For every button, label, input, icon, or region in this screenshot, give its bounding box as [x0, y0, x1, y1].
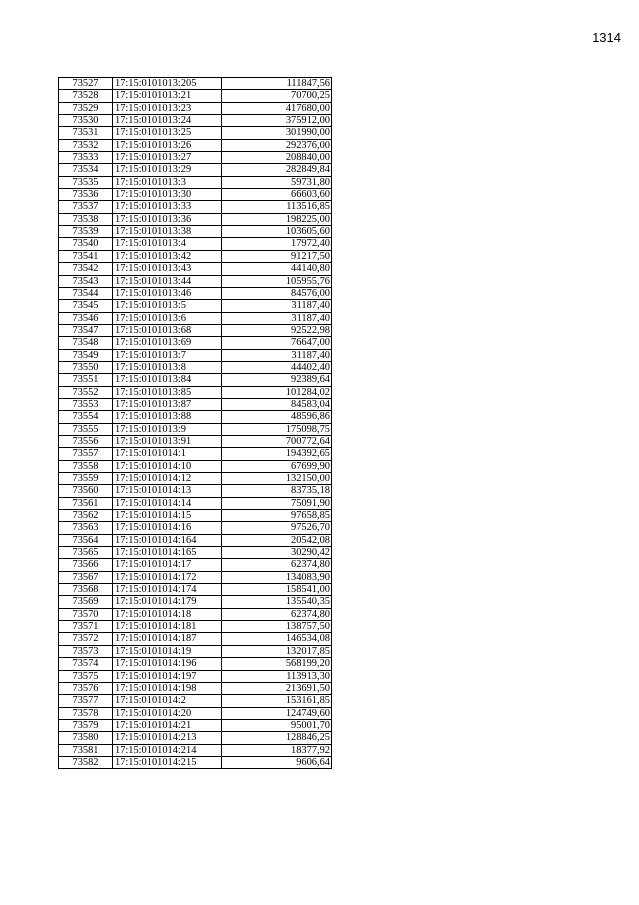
cadastral-value-cell: 417680,00: [222, 102, 332, 114]
cadastral-value-cell: 153161,85: [222, 695, 332, 707]
cadastral-value-cell: 135540,35: [222, 596, 332, 608]
cadastral-number-cell: 17:15:0101014:181: [113, 621, 222, 633]
cadastral-number-cell: 17:15:0101014:14: [113, 497, 222, 509]
cadastral-value-cell: 134083,90: [222, 571, 332, 583]
row-number-cell: 73555: [59, 423, 113, 435]
cadastral-number-cell: 17:15:0101013:24: [113, 115, 222, 127]
row-number-cell: 73559: [59, 473, 113, 485]
row-number-cell: 73578: [59, 707, 113, 719]
cadastral-value-cell: 113913,30: [222, 670, 332, 682]
cadastral-number-cell: 17:15:0101014:172: [113, 571, 222, 583]
table-row: [59, 621, 332, 633]
cadastral-value-table: [58, 77, 332, 769]
row-number-cell: 73582: [59, 756, 113, 768]
table-row: [59, 349, 332, 361]
row-number-cell: 73544: [59, 287, 113, 299]
table-row: [59, 176, 332, 188]
row-number-cell: 73542: [59, 263, 113, 275]
table-row: [59, 473, 332, 485]
cadastral-number-cell: 17:15:0101014:19: [113, 645, 222, 657]
cadastral-value-cell: 31187,40: [222, 300, 332, 312]
row-number-cell: 73539: [59, 226, 113, 238]
row-number-cell: 73560: [59, 485, 113, 497]
cadastral-value-cell: 111847,56: [222, 78, 332, 90]
row-number-cell: 73548: [59, 337, 113, 349]
cadastral-number-cell: 17:15:0101014:15: [113, 510, 222, 522]
row-number-cell: 73545: [59, 300, 113, 312]
cadastral-value-cell: 175098,75: [222, 423, 332, 435]
table-row: [59, 497, 332, 509]
table-row: [59, 226, 332, 238]
cadastral-number-cell: 17:15:0101014:10: [113, 460, 222, 472]
table-row: [59, 756, 332, 768]
cadastral-number-cell: 17:15:0101014:2: [113, 695, 222, 707]
table-row: [59, 374, 332, 386]
row-number-cell: 73550: [59, 361, 113, 373]
cadastral-value-cell: 132017,85: [222, 645, 332, 657]
table-row: [59, 584, 332, 596]
table-row: [59, 287, 332, 299]
table-row: [59, 707, 332, 719]
table-row: [59, 732, 332, 744]
table-row: [59, 559, 332, 571]
cadastral-number-cell: 17:15:0101013:29: [113, 164, 222, 176]
table-row: [59, 164, 332, 176]
table-row: [59, 238, 332, 250]
cadastral-number-cell: 17:15:0101013:88: [113, 411, 222, 423]
row-number-cell: 73562: [59, 510, 113, 522]
table-row: [59, 275, 332, 287]
row-number-cell: 73556: [59, 435, 113, 447]
cadastral-value-cell: 95001,70: [222, 719, 332, 731]
cadastral-value-cell: 92389,64: [222, 374, 332, 386]
table-row: [59, 423, 332, 435]
cadastral-number-cell: 17:15:0101013:6: [113, 312, 222, 324]
table-row: [59, 645, 332, 657]
row-number-cell: 73577: [59, 695, 113, 707]
row-number-cell: 73570: [59, 608, 113, 620]
row-number-cell: 73568: [59, 584, 113, 596]
cadastral-number-cell: 17:15:0101013:25: [113, 127, 222, 139]
cadastral-number-cell: 17:15:0101013:4: [113, 238, 222, 250]
cadastral-value-cell: 132150,00: [222, 473, 332, 485]
cadastral-number-cell: 17:15:0101013:43: [113, 263, 222, 275]
table-row: [59, 152, 332, 164]
cadastral-value-cell: 18377,92: [222, 744, 332, 756]
cadastral-number-cell: 17:15:0101014:215: [113, 756, 222, 768]
cadastral-value-cell: 101284,02: [222, 386, 332, 398]
cadastral-value-cell: 83735,18: [222, 485, 332, 497]
row-number-cell: 73535: [59, 176, 113, 188]
row-number-cell: 73534: [59, 164, 113, 176]
cadastral-number-cell: 17:15:0101013:87: [113, 398, 222, 410]
row-number-cell: 73553: [59, 398, 113, 410]
table-body: [59, 78, 332, 769]
cadastral-number-cell: 17:15:0101013:69: [113, 337, 222, 349]
cadastral-value-cell: 67699,90: [222, 460, 332, 472]
cadastral-value-cell: 282849,84: [222, 164, 332, 176]
cadastral-value-cell: 198225,00: [222, 213, 332, 225]
cadastral-value-cell: 48596,86: [222, 411, 332, 423]
table-row: [59, 324, 332, 336]
cadastral-number-cell: 17:15:0101013:7: [113, 349, 222, 361]
row-number-cell: 73572: [59, 633, 113, 645]
table-row: [59, 744, 332, 756]
row-number-cell: 73549: [59, 349, 113, 361]
cadastral-value-cell: 44402,40: [222, 361, 332, 373]
cadastral-value-cell: 97526,70: [222, 522, 332, 534]
cadastral-number-cell: 17:15:0101013:27: [113, 152, 222, 164]
row-number-cell: 73537: [59, 201, 113, 213]
table-row: [59, 448, 332, 460]
row-number-cell: 73574: [59, 658, 113, 670]
row-number-cell: 73561: [59, 497, 113, 509]
cadastral-number-cell: 17:15:0101014:179: [113, 596, 222, 608]
table-row: [59, 670, 332, 682]
cadastral-value-cell: 113516,85: [222, 201, 332, 213]
cadastral-number-cell: 17:15:0101014:187: [113, 633, 222, 645]
table-row: [59, 102, 332, 114]
cadastral-number-cell: 17:15:0101013:8: [113, 361, 222, 373]
row-number-cell: 73543: [59, 275, 113, 287]
cadastral-value-cell: 124749,60: [222, 707, 332, 719]
cadastral-number-cell: 17:15:0101014:198: [113, 682, 222, 694]
table-row: [59, 386, 332, 398]
cadastral-number-cell: 17:15:0101013:21: [113, 90, 222, 102]
row-number-cell: 73530: [59, 115, 113, 127]
table-row: [59, 139, 332, 151]
cadastral-number-cell: 17:15:0101013:30: [113, 189, 222, 201]
table-row: [59, 596, 332, 608]
table-row: [59, 435, 332, 447]
cadastral-number-cell: 17:15:0101014:213: [113, 732, 222, 744]
cadastral-value-cell: 301990,00: [222, 127, 332, 139]
cadastral-value-cell: 568199,20: [222, 658, 332, 670]
row-number-cell: 73536: [59, 189, 113, 201]
cadastral-value-cell: 76647,00: [222, 337, 332, 349]
cadastral-number-cell: 17:15:0101014:16: [113, 522, 222, 534]
table-row: [59, 189, 332, 201]
table-row: [59, 522, 332, 534]
cadastral-number-cell: 17:15:0101014:214: [113, 744, 222, 756]
row-number-cell: 73554: [59, 411, 113, 423]
cadastral-value-cell: 30290,42: [222, 547, 332, 559]
cadastral-number-cell: 17:15:0101014:17: [113, 559, 222, 571]
cadastral-value-cell: 194392,65: [222, 448, 332, 460]
cadastral-number-cell: 17:15:0101013:38: [113, 226, 222, 238]
row-number-cell: 73546: [59, 312, 113, 324]
cadastral-value-cell: 84576,00: [222, 287, 332, 299]
table-row: [59, 719, 332, 731]
cadastral-number-cell: 17:15:0101013:23: [113, 102, 222, 114]
cadastral-number-cell: 17:15:0101014:174: [113, 584, 222, 596]
table-row: [59, 115, 332, 127]
row-number-cell: 73573: [59, 645, 113, 657]
cadastral-number-cell: 17:15:0101014:197: [113, 670, 222, 682]
table-row: [59, 361, 332, 373]
row-number-cell: 73528: [59, 90, 113, 102]
cadastral-value-cell: 208840,00: [222, 152, 332, 164]
cadastral-number-cell: 17:15:0101013:9: [113, 423, 222, 435]
cadastral-number-cell: 17:15:0101013:84: [113, 374, 222, 386]
cadastral-value-cell: 17972,40: [222, 238, 332, 250]
row-number-cell: 73580: [59, 732, 113, 744]
table-row: [59, 300, 332, 312]
cadastral-value-cell: 70700,25: [222, 90, 332, 102]
table-row: [59, 411, 332, 423]
cadastral-value-cell: 75091,90: [222, 497, 332, 509]
table-row: [59, 213, 332, 225]
row-number-cell: 73552: [59, 386, 113, 398]
table-row: [59, 312, 332, 324]
table-row: [59, 398, 332, 410]
row-number-cell: 73529: [59, 102, 113, 114]
cadastral-number-cell: 17:15:0101014:1: [113, 448, 222, 460]
table-row: [59, 127, 332, 139]
row-number-cell: 73576: [59, 682, 113, 694]
row-number-cell: 73541: [59, 250, 113, 262]
table-row: [59, 571, 332, 583]
cadastral-value-cell: 292376,00: [222, 139, 332, 151]
row-number-cell: 73565: [59, 547, 113, 559]
cadastral-value-cell: 375912,00: [222, 115, 332, 127]
cadastral-number-cell: 17:15:0101013:68: [113, 324, 222, 336]
cadastral-number-cell: 17:15:0101013:33: [113, 201, 222, 213]
row-number-cell: 73563: [59, 522, 113, 534]
table-row: [59, 547, 332, 559]
cadastral-number-cell: 17:15:0101013:42: [113, 250, 222, 262]
cadastral-value-cell: 44140,80: [222, 263, 332, 275]
cadastral-value-cell: 97658,85: [222, 510, 332, 522]
cadastral-value-cell: 9606,64: [222, 756, 332, 768]
cadastral-number-cell: 17:15:0101014:165: [113, 547, 222, 559]
row-number-cell: 73571: [59, 621, 113, 633]
table-row: [59, 337, 332, 349]
cadastral-number-cell: 17:15:0101014:164: [113, 534, 222, 546]
cadastral-number-cell: 17:15:0101014:21: [113, 719, 222, 731]
row-number-cell: 73527: [59, 78, 113, 90]
cadastral-value-cell: 105955,76: [222, 275, 332, 287]
cadastral-value-cell: 146534,08: [222, 633, 332, 645]
cadastral-value-cell: 31187,40: [222, 349, 332, 361]
row-number-cell: 73569: [59, 596, 113, 608]
cadastral-value-cell: 213691,50: [222, 682, 332, 694]
table-row: [59, 263, 332, 275]
table-row: [59, 510, 332, 522]
cadastral-number-cell: 17:15:0101014:18: [113, 608, 222, 620]
cadastral-number-cell: 17:15:0101013:205: [113, 78, 222, 90]
row-number-cell: 73581: [59, 744, 113, 756]
row-number-cell: 73557: [59, 448, 113, 460]
row-number-cell: 73558: [59, 460, 113, 472]
table-row: [59, 201, 332, 213]
cadastral-number-cell: 17:15:0101014:20: [113, 707, 222, 719]
table-row: [59, 633, 332, 645]
table-row: [59, 695, 332, 707]
cadastral-value-cell: 128846,25: [222, 732, 332, 744]
cadastral-value-cell: 62374,80: [222, 559, 332, 571]
cadastral-number-cell: 17:15:0101013:3: [113, 176, 222, 188]
cadastral-number-cell: 17:15:0101013:5: [113, 300, 222, 312]
page-number: 1314: [592, 30, 621, 45]
cadastral-value-cell: 59731,80: [222, 176, 332, 188]
table-row: [59, 608, 332, 620]
cadastral-value-cell: 138757,50: [222, 621, 332, 633]
cadastral-value-cell: 62374,80: [222, 608, 332, 620]
table-row: [59, 658, 332, 670]
row-number-cell: 73551: [59, 374, 113, 386]
cadastral-number-cell: 17:15:0101014:196: [113, 658, 222, 670]
row-number-cell: 73531: [59, 127, 113, 139]
table-row: [59, 250, 332, 262]
row-number-cell: 73547: [59, 324, 113, 336]
table-row: [59, 90, 332, 102]
cadastral-value-cell: 92522,98: [222, 324, 332, 336]
cadastral-value-cell: 158541,00: [222, 584, 332, 596]
row-number-cell: 73533: [59, 152, 113, 164]
row-number-cell: 73567: [59, 571, 113, 583]
cadastral-number-cell: 17:15:0101014:12: [113, 473, 222, 485]
table-row: [59, 682, 332, 694]
cadastral-number-cell: 17:15:0101013:26: [113, 139, 222, 151]
cadastral-number-cell: 17:15:0101013:91: [113, 435, 222, 447]
cadastral-number-cell: 17:15:0101013:85: [113, 386, 222, 398]
row-number-cell: 73538: [59, 213, 113, 225]
cadastral-value-cell: 31187,40: [222, 312, 332, 324]
cadastral-number-cell: 17:15:0101013:46: [113, 287, 222, 299]
row-number-cell: 73532: [59, 139, 113, 151]
table-row: [59, 485, 332, 497]
cadastral-value-cell: 84583,04: [222, 398, 332, 410]
cadastral-value-cell: 20542,08: [222, 534, 332, 546]
table-row: [59, 78, 332, 90]
row-number-cell: 73540: [59, 238, 113, 250]
table-row: [59, 534, 332, 546]
cadastral-value-cell: 66603,60: [222, 189, 332, 201]
row-number-cell: 73566: [59, 559, 113, 571]
cadastral-number-cell: 17:15:0101014:13: [113, 485, 222, 497]
cadastral-value-cell: 91217,50: [222, 250, 332, 262]
row-number-cell: 73575: [59, 670, 113, 682]
row-number-cell: 73579: [59, 719, 113, 731]
cadastral-value-cell: 103605,60: [222, 226, 332, 238]
cadastral-number-cell: 17:15:0101013:36: [113, 213, 222, 225]
row-number-cell: 73564: [59, 534, 113, 546]
cadastral-value-cell: 700772,64: [222, 435, 332, 447]
table-row: [59, 460, 332, 472]
cadastral-number-cell: 17:15:0101013:44: [113, 275, 222, 287]
